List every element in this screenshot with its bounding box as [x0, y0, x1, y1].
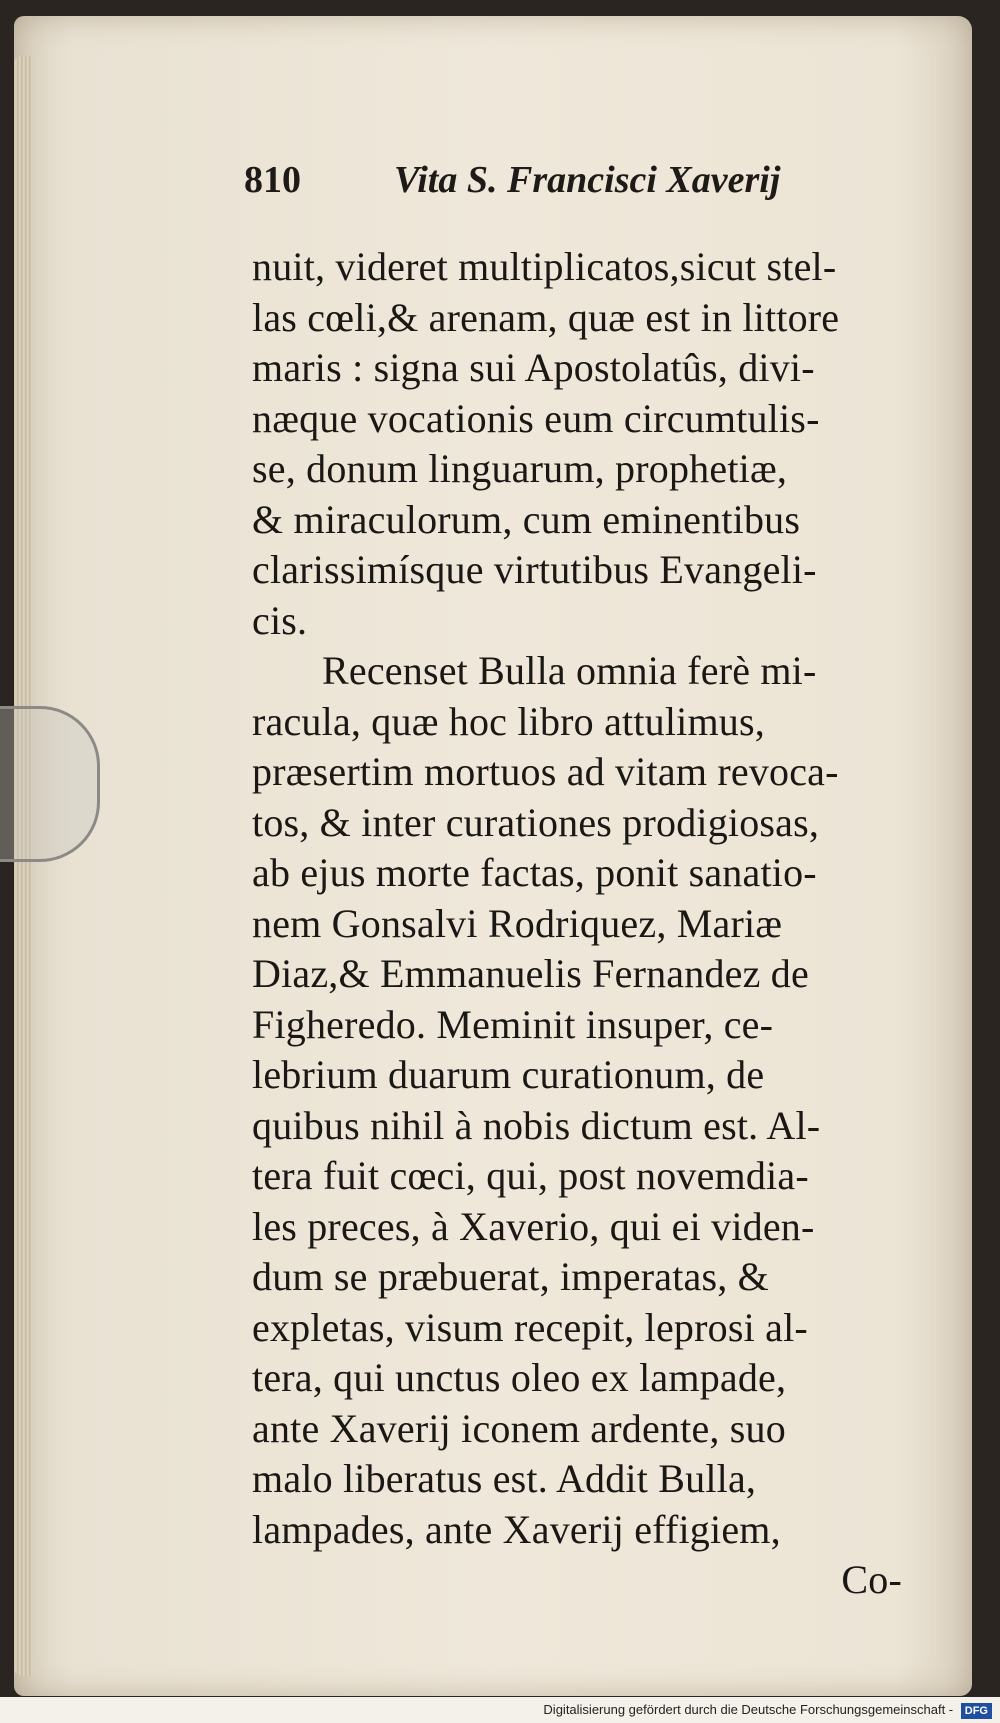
- text-line: malo liberatus est. Addit Bulla,: [252, 1456, 757, 1501]
- text-line: nuit, videret multiplicatos,sicut stel-: [252, 244, 837, 289]
- text-line: se, donum linguarum, prophetiæ,: [252, 446, 788, 491]
- text-line: Recenset Bulla omnia ferè mi-: [322, 648, 817, 693]
- footer-credit: Digitalisierung gefördert durch die Deutsche Forschungsgemeinschaft -: [543, 1702, 954, 1717]
- text-line: tos, & inter curationes prodigiosas,: [252, 799, 820, 845]
- text-line: dum se præbuerat, imperatas, &: [252, 1254, 769, 1299]
- catchword: Co-: [841, 1557, 902, 1602]
- text-line: expletas, visum recepit, leprosi al-: [252, 1304, 808, 1350]
- text-line: præsertim mortuos ad vitam revoca-: [252, 749, 839, 794]
- text-line: tera, qui unctus oleo ex lampade,: [252, 1355, 787, 1400]
- text-line: Figheredo. Meminit insuper, ce-: [252, 1001, 774, 1047]
- page-edge: [14, 56, 32, 1676]
- text-line: cis.: [252, 597, 308, 643]
- running-title: Vita S. Francisci Xaverij: [394, 159, 781, 201]
- text-line: tera fuit cœci, qui, post novemdia-: [252, 1153, 809, 1198]
- text-line: quibus nihil à nobis dictum est. Al-: [252, 1102, 821, 1148]
- text-line: & miraculorum, cum eminentibus: [252, 496, 801, 542]
- page-number: 810: [244, 159, 301, 201]
- text-line: næque vocationis eum circumtulis-: [252, 395, 820, 441]
- text-line: Diaz,& Emmanuelis Fernandez de: [252, 951, 809, 996]
- text-line: lebrium duarum curationum, de: [252, 1052, 765, 1097]
- book-page: [14, 16, 972, 1696]
- running-header: [244, 158, 844, 208]
- text-line: las cœli,& arenam, quæ est in littore: [252, 294, 840, 340]
- text-line: lampades, ante Xaverij effigiem,: [252, 1506, 781, 1552]
- dfg-logo: DFG: [961, 1703, 992, 1719]
- text-line: racula, quæ hoc libro attulimus,: [252, 698, 765, 744]
- body-text: [252, 242, 912, 1606]
- text-line: ante Xaverij iconem ardente, suo: [252, 1405, 786, 1451]
- text-line: maris : signa sui Apostolatûs, divi-: [252, 345, 815, 390]
- text-line: les preces, à Xaverio, qui ei viden-: [252, 1203, 815, 1249]
- text-line: clarissimísque virtutibus Evangeli-: [252, 547, 817, 592]
- text-line: nem Gonsalvi Rodriquez, Mariæ: [252, 900, 783, 946]
- text-line: ab ejus morte factas, ponit sanatio-: [252, 850, 817, 895]
- page-clip: [0, 706, 100, 862]
- digitization-footer: [0, 1697, 1000, 1723]
